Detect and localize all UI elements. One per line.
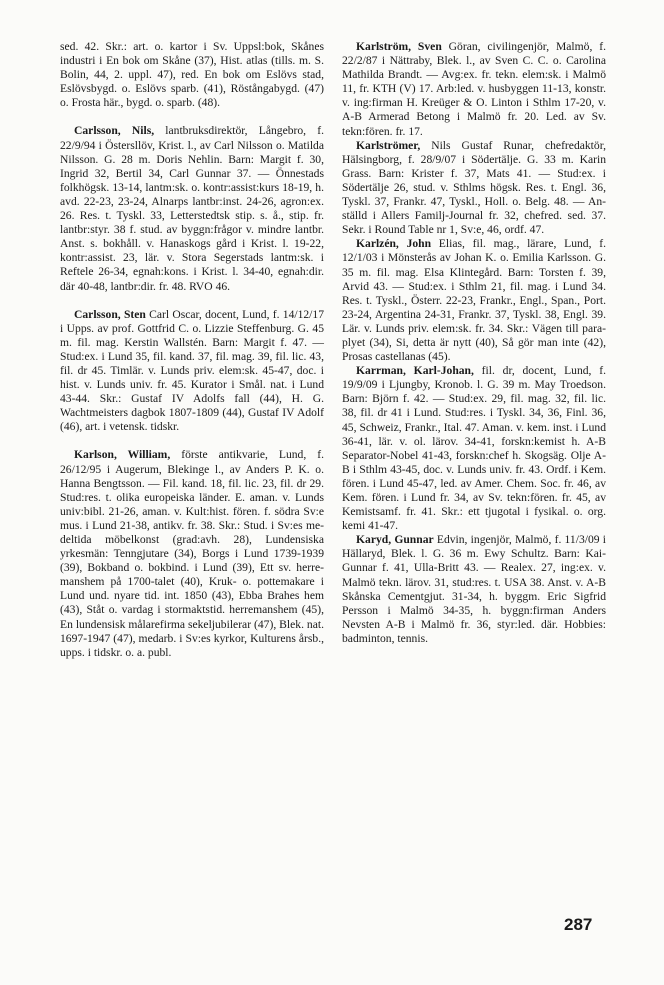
page-number: 287 <box>564 915 593 934</box>
entry-karlstromer-nils <box>342 139 606 238</box>
entry-name: Karlson, William, <box>74 448 171 462</box>
entry-name: Carlsson, Sten <box>74 307 146 321</box>
entry-name: Karyd, Gunnar <box>356 533 434 547</box>
entry-text: lantbruksdirektör, Långebro, f. 22/9/94 i Östersllöv, Krist. l., av Carl Nilsson o. Matilda Nilsson. G. 28 m. Doris Nehlin. Barn: Margit f. 30, Ingrid 32, Bertil 34, Carl Gunnar 37. — Önnestads folkhögsk. 13-14, lantm:sk. o. kontr:assist:kurs 18-19, h. avd. 22-23, 23-24, Alnarps lantbr:inst. 24-26, agron:ex. 26. Res. t. Tyskl. 33, Letterstedtsk stip. s. å., stip. fr. lantbr:styr. 38 f. stud. av byggn:frågor v. mindre lantbr. Anst. s. bokhåll. v. Hanaskogs gård i Krist. l. 19-22, kontr:assist. 23, lär. v. Stora Segerstads lantm:sk. i Reftele 26-34, egnah:kons. i Krist. l. 34-40, egnah:dir. där 40-48, lantbr:dir. fr. 48. RVO 46. <box>60 124 324 293</box>
entry-name: Karrman, Karl-Johan, <box>356 364 474 378</box>
entry-carlsson-sten <box>60 308 324 435</box>
entry-text: Edvin, ingenjör, Malmö, f. 11/3/09 i Hällaryd, Blek. l. G. 36 m. Ewy Schultz. Barn: Kai-Gunnar f. 41, Ulla-Britt 43. — Realex. 27, ing:ex. v. Malmö tekn. lärov. 31, stud:res. t. USA 38. Anst. v. A-B Skånska Cementgjut. 31-34, h. byggm. Eric Sigfrid Persson i Malmö 34-35, h. byggn:firman Anders Nevsten A-B i Malmö fr. 36, styr:led. där. Hobbies: badminton, tennis. <box>342 533 607 645</box>
entry-carlsson-nils <box>60 124 324 293</box>
entry-text: sed. 42. Skr.: art. o. kartor i Sv. Uppsl:bok, Skånes industri i En bok om Skåne (37), Hist. atlas (tills. m. S. Bolin, 44, 2. uppl. 47), red. En bok om Eslövs stad, Eslövsbygd. o. Eslövs sparb. (41), Röstångabygd. (47) o. Frosta här., bygd. o. sparb. (48). <box>60 40 324 110</box>
entry-text: Nils Gustaf Runar, chefredaktör, Hälsingborg, f. 28/9/07 i Södertälje. G. 33 m. Karin Grass. Barn: Krister f. 37, Mats 41. — Stud:ex. i Södertälje 26, stud. v. Sthlms högsk. Res. t. Engl. 36, Tyskl. 37, Frankr. 47, Tyskl., Holl. o. Belg. 48. — Anställd i Allers Familj-Journal fr. 32, chefred. sed. 37. Sekr. i Round Table nr 1, Sv:e, 46, ordf. 47. <box>342 138 606 237</box>
entry-karyd-gunnar <box>342 533 606 646</box>
entry-karlzen-john <box>342 237 606 364</box>
left-column <box>60 40 324 660</box>
entry-karrman-karl-johan <box>342 364 606 533</box>
entry-text: fil. dr, docent, Lund, f. 19/9/09 i Ljungby, Kronob. l. G. 39 m. May Troedson. Barn: Björn f. 42. — Stud:ex. 29, fil. mag. 32, fil. lic. 38, fil. dr 41 i Lund. Stud:res. i Tyskl. 34, 36, Finl. 36, 45, Schweiz, Frankr., Ital. 47. Aman. v. kem. inst. i Lund 36-41, lär. v. ol. lärov. 34-41, forskn:kemist h. A-B Separator-Nobel 41-43, forskn:chef h. Skogsäg. Olje A-B i Sthlm 43-45, doc. v. Lunds univ. fr. 43. Ordf. i Kem. fören. i Lund 45-47, led. av Amer. Chem. Soc. fr. 46, av Kem. fören. i Lund fr. 34, av Sv. tekn:fören. fr. 45, av Kemistsamf. fr. 41. Skr.: ett tjugotal i fysikal. o. org. kemi 41-47. <box>342 364 606 533</box>
entry-text: Elias, fil. mag., lärare, Lund, f. 12/1/03 i Mönsterås av Johan K. o. Emilia Karlsson. G. 35 m. fil. mag. Elsa Klintegård. Barn: Torsten f. 39, Arvid 43. — Stud:ex. i Sthlm 21, fil. mag. i Lund 34. Res. t. Tyskl., Österr. 22-23, Frankr., Engl., Span., Port. 23-24, Argentina 24-31, Frankr. 37, Tyskl. 38, Engl. 39. Lär. v. Lunds priv. elem:sk. fr. 34. Skr.: Vägen till paraplyet (34), Si, detta är nytt (40), Så gör man inte (42), Prosas castellanas (45). <box>342 237 606 364</box>
entry-text: förste antikvarie, Lund, f. 26/12/95 i Augerum, Blekinge l., av Anders P. K. o. Hanna Bengtsson. — Fil. kand. 18, fil. lic. 23, fil. dr 29. Stud:res. t. olika europeiska länder. E. aman. v. Lunds univ:bibl. 21-26, aman. v. Kult:hist. fören. f. södra Sv:e mus. i Lund 21-38, antikv. fr. 38. Skr.: Stud. i Sv:es medeltida möbelkonst (grad:avh. 28), Lundensiska yrkesmän: Tenngjutare (34), Borgs i Lund 1739-1939 (39), Bokband o. bokbind. i Lund (39), Ett sv. herremanshem på 1700-talet (40), Kruk- o. pottemakare i Lund und. nyare tid. int. 1850 (43), Ebba Brahes hem (43), Ståt o. vardag i stormaktstid. herremanshem (45), En lundensisk målarefirma sekeljubilerar (47), Blek. nat. 1697-1947 (47), medarb. i Sv:es kyrkor, Kulturens årsb., upps. i tidskr. o. a. publ. <box>60 448 324 659</box>
entry-text: Göran, civilingenjör, Malmö, f. 22/2/87 i Nättraby, Blek. l., av Sven C. C. o. Carolina Mathilda Brandt. — Avg:ex. fr. tekn. elem:sk. i Malmö 11, fr. KTH (V) 17. Arb:led. v. husbyggen 11-13, konstr. v. ing:firman H. Kreüger & O. Linton i Sthlm 17-20, v. A-B Armerad Betong i Malmö fr. 20. Led. av Sv. tekn:fören. fr. 17. <box>342 40 606 138</box>
entry-karlson-william <box>60 448 324 659</box>
entry-name: Carlsson, Nils, <box>74 124 155 138</box>
right-column <box>342 40 606 646</box>
entry-text: Carl Oscar, docent, Lund, f. 14/12/17 i Upps. av prof. Gottfrid C. o. Lizzie Steffenburg. G. 45 m. fil. mag. Kerstin Wallstén. Barn: Margit f. 47. — Stud:ex. i Lund 35, fil. kand. 37, fil. mag. 39, fil. lic. 43, fil. dr 45. Timlär. v. Lunds priv. elem:sk. 45-47, doc. i hist. v. Lunds univ. fr. 45. Kurator i Smål. nat. i Lund 43-44. Skr.: Gustaf IV Adolfs fall (44), H. G. Wachtmeisters dagbok 1807-1809 (44), Gustaf IV Adolf (46), art. i vetensk. tidskr. <box>60 307 324 434</box>
entry-name: Karlzén, John <box>356 237 432 251</box>
entry-continuation <box>60 40 324 110</box>
entry-name: Karlströmer, <box>356 138 421 152</box>
entry-karlstrom-sven <box>342 40 606 139</box>
entry-name: Karlström, Sven <box>356 40 442 53</box>
